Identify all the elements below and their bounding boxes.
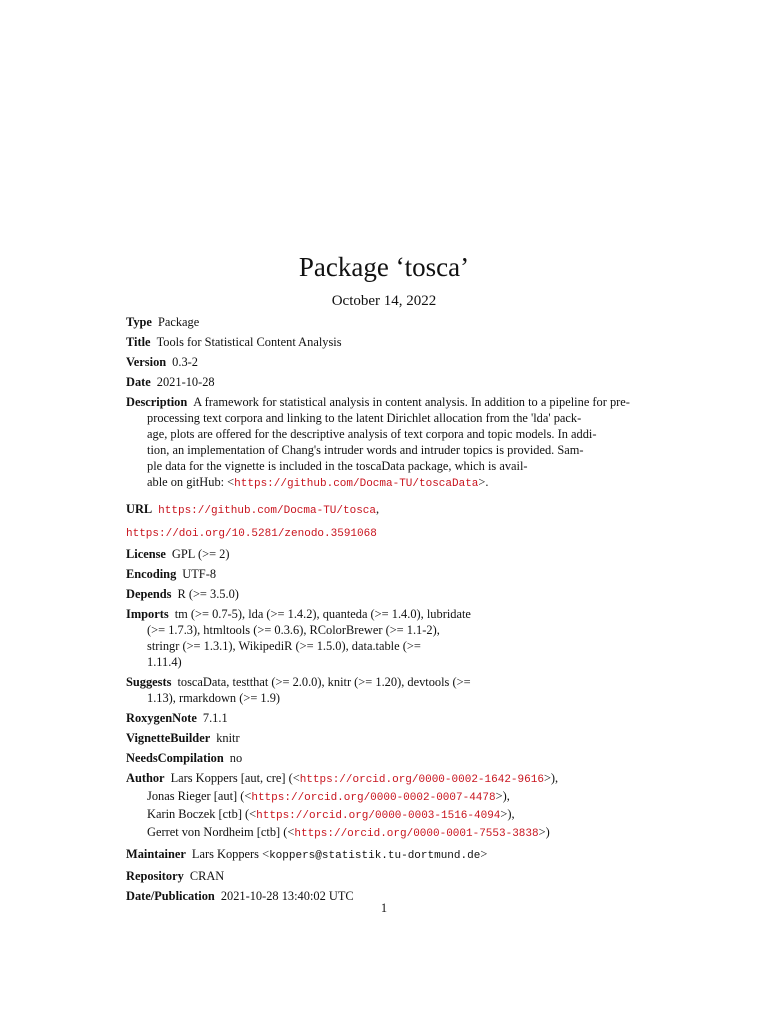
orcid-link[interactable]: https://orcid.org/0000-0002-0007-4478 (251, 791, 496, 804)
field-description (126, 394, 646, 493)
toscadata-link[interactable]: https://github.com/Docma-TU/toscaData (234, 478, 479, 491)
field-date (126, 374, 646, 390)
maintainer-suffix: > (480, 847, 488, 862)
field-roxygennote (126, 710, 646, 726)
package-title: Package ‘tosca’ (298, 252, 470, 282)
field-license (126, 546, 646, 562)
field-needscompilation (126, 750, 646, 766)
field-encoding (126, 566, 646, 582)
field-label: Title (126, 334, 151, 349)
field-value: 2021-10-28 (156, 374, 215, 389)
field-value: 7.1.1 (202, 710, 228, 725)
field-value: 0.3-2 (172, 354, 198, 369)
field-label: Date (126, 374, 151, 389)
field-value: CRAN (189, 869, 225, 884)
author-suffix: >) (538, 825, 550, 840)
imports-line: 1.11.4) (147, 654, 182, 669)
author-suffix: >), (495, 788, 510, 803)
field-value: knitr (216, 730, 240, 745)
author-suffix: >), (543, 770, 559, 785)
field-label: Encoding (126, 566, 177, 581)
document-date: October 14, 2022 (331, 293, 437, 309)
field-label: Author (126, 770, 165, 785)
description-line: age, plots are offered for the descriptive analysis of text corpora and topic models. In addi- (147, 427, 597, 442)
description-line-end: >. (478, 475, 489, 490)
orcid-link[interactable]: https://orcid.org/0000-0003-1516-4094 (256, 810, 501, 823)
author-prefix: Gerret von Nordheim [ctb] (< (147, 825, 295, 840)
field-value: Tools for Statistical Content Analysis (156, 334, 342, 349)
github-url-link[interactable]: https://github.com/Docma-TU/tosca (158, 504, 377, 517)
orcid-link[interactable]: https://orcid.org/0000-0002-1642-9616 (299, 773, 544, 786)
imports-line: (>= 1.7.3), htmltools (>= 0.3.6), RColorBrewer (>= 1.1-2), (147, 622, 440, 637)
field-label: Maintainer (126, 847, 186, 862)
field-type (126, 314, 646, 330)
field-label: Imports (126, 606, 169, 621)
field-label: Description (126, 394, 188, 409)
field-label: Repository (126, 869, 184, 884)
description-line: ple data for the vignette is included in the toscaData package, which is avail- (147, 459, 528, 474)
field-value: GPL (>= 2) (171, 546, 230, 561)
field-author (126, 770, 646, 842)
url-separator: , (376, 501, 380, 516)
field-value: R (>= 3.5.0) (177, 586, 239, 601)
description-line: able on gitHub: < (147, 475, 235, 490)
field-imports (126, 606, 646, 670)
field-label: Depends (126, 586, 172, 601)
field-value: Package (157, 315, 200, 329)
field-label: VignetteBuilder (126, 730, 211, 745)
suggests-line: 1.13), rmarkdown (>= 1.9) (147, 690, 281, 705)
field-label: URL (126, 501, 153, 516)
orcid-link[interactable]: https://orcid.org/0000-0001-7553-3838 (294, 828, 539, 841)
field-label: Type (126, 315, 152, 329)
field-label: Suggests (126, 674, 172, 689)
suggests-line: toscaData, testthat (>= 2.0.0), knitr (>= 1.20), devtools (>= (177, 674, 471, 689)
author-suffix: >), (500, 807, 515, 822)
author-prefix: Lars Koppers [aut, cre] (< (170, 770, 300, 785)
doi-url-link[interactable]: https://doi.org/10.5281/zenodo.3591068 (126, 527, 377, 540)
field-version (126, 354, 646, 370)
field-suggests (126, 674, 646, 706)
field-label: RoxygenNote (126, 710, 197, 725)
description-line: tion, an implementation of Chang's intruder words and intruder topics is provided. Sam- (147, 443, 584, 458)
field-vignettebuilder (126, 730, 646, 746)
description-fields (126, 314, 646, 908)
field-label: Date/Publication (126, 889, 215, 904)
field-label: Version (126, 354, 167, 369)
maintainer-email: koppers@statistik.tu-dortmund.de (269, 850, 481, 863)
field-repository (126, 868, 646, 884)
field-label: NeedsCompilation (126, 750, 224, 765)
maintainer-name: Lars Koppers < (191, 847, 270, 862)
field-label: License (126, 546, 166, 561)
field-value: no (229, 750, 243, 765)
field-value: UTF-8 (182, 566, 217, 581)
field-value: 2021-10-28 13:40:02 UTC (220, 889, 354, 904)
author-prefix: Jonas Rieger [aut] (< (147, 788, 252, 803)
imports-line: tm (>= 0.7-5), lda (>= 1.4.2), quanteda (>= 1.4.0), lubridate (174, 606, 471, 621)
field-title (126, 334, 646, 350)
page-number: 1 (380, 901, 388, 915)
description-line: processing text corpora and linking to the latent Dirichlet allocation from the 'lda' pack- (147, 411, 582, 426)
field-url (126, 501, 646, 542)
author-prefix: Karin Boczek [ctb] (< (147, 807, 257, 822)
field-depends (126, 586, 646, 602)
description-line: A framework for statistical analysis in content analysis. In addition to a pipeline for pre- (193, 394, 630, 409)
field-maintainer (126, 846, 646, 864)
imports-line: stringr (>= 1.3.1), WikipediR (>= 1.5.0), data.table (>= (147, 638, 421, 653)
